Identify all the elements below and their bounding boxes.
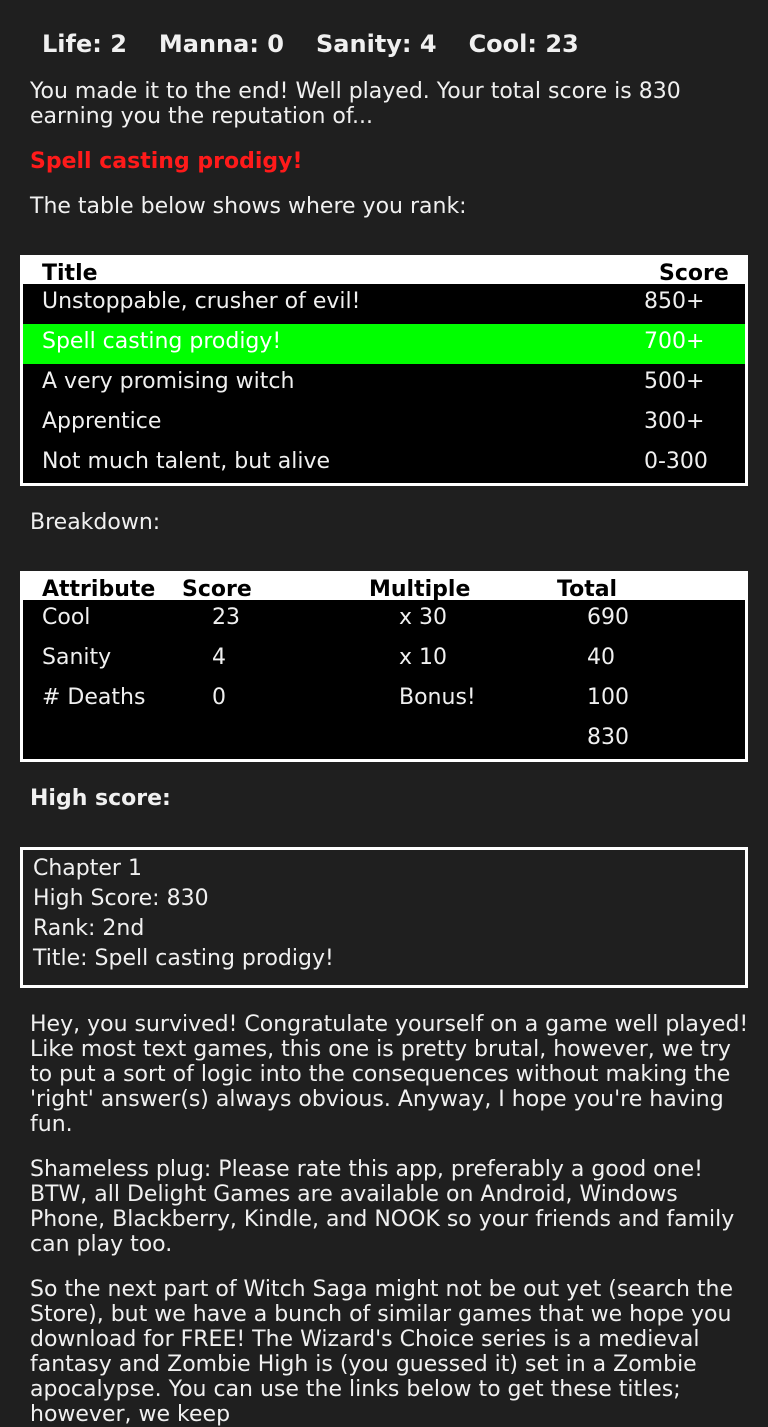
- life-stat: Life: 2: [42, 30, 127, 58]
- rank-row-current: [23, 324, 745, 364]
- breakdown-score: 0: [212, 685, 226, 710]
- rank-header-score: Score: [659, 261, 729, 286]
- reputation-text: Spell casting prodigy!: [30, 149, 303, 174]
- rank-row: [23, 404, 745, 444]
- rank-intro-text: The table below shows where you rank:: [30, 194, 467, 219]
- rank-row: [23, 444, 745, 484]
- breakdown-grand-total: 830: [587, 725, 629, 750]
- breakdown-table-header: [23, 574, 745, 600]
- breakdown-header-multiple: Multiple: [369, 577, 471, 602]
- breakdown-multiple: x 10: [399, 645, 448, 670]
- breakdown-total: 100: [587, 685, 629, 710]
- rank-table-header: [23, 258, 745, 284]
- rank-table: [20, 255, 748, 486]
- high-score-title: Title: Spell casting prodigy!: [33, 946, 334, 971]
- high-score-box: [20, 847, 748, 988]
- rank-score: 850+: [644, 289, 705, 314]
- high-score-value: High Score: 830: [33, 886, 209, 911]
- breakdown-row: [23, 600, 745, 640]
- high-score-rank: Rank: 2nd: [33, 916, 145, 941]
- breakdown-header-attribute: Attribute: [42, 577, 156, 602]
- intro-text: You made it to the end! Well played. Your total score is 830 earning you the reputation of...: [30, 79, 681, 129]
- breakdown-row: [23, 680, 745, 720]
- breakdown-score: 23: [212, 605, 240, 630]
- breakdown-attribute: Sanity: [42, 645, 112, 670]
- breakdown-table: [20, 571, 748, 762]
- breakdown-multiple: Bonus!: [399, 685, 476, 710]
- rank-score: 700+: [644, 329, 705, 354]
- breakdown-label: Breakdown:: [30, 510, 161, 535]
- rank-row: [23, 284, 745, 324]
- rank-title: Unstoppable, crusher of evil!: [42, 289, 361, 314]
- next-part-paragraph: So the next part of Witch Saga might not be out yet (search the Store), but we have a bunch of similar games that we hope you download for FREE! The Wizard's Choice series is a medieval fantasy and Zombie High is (you guessed it) set in a Zombie apocalypse. You can use the links below to get these titles; however, we keep: [30, 1277, 734, 1427]
- breakdown-attribute: # Deaths: [42, 685, 146, 710]
- manna-stat: Manna: 0: [158, 30, 284, 58]
- rank-title: A very promising witch: [42, 369, 295, 394]
- breakdown-header-score: Score: [182, 577, 252, 602]
- breakdown-score: 4: [212, 645, 226, 670]
- sanity-stat: Sanity: 4: [316, 30, 437, 58]
- breakdown-multiple: x 30: [399, 605, 448, 630]
- rank-score: 0-300: [644, 449, 708, 474]
- breakdown-total-row: [23, 720, 745, 760]
- breakdown-row: [23, 640, 745, 680]
- rank-row: [23, 364, 745, 404]
- stats-bar: [42, 30, 579, 66]
- rank-header-title: Title: [42, 261, 98, 286]
- breakdown-total: 690: [587, 605, 629, 630]
- breakdown-total: 40: [587, 645, 615, 670]
- rank-title: Spell casting prodigy!: [42, 329, 282, 354]
- high-score-label: High score:: [30, 786, 171, 811]
- rank-title: Not much talent, but alive: [42, 449, 331, 474]
- rank-title: Apprentice: [42, 409, 162, 434]
- high-score-chapter: Chapter 1: [33, 856, 142, 881]
- plug-paragraph: Shameless plug: Please rate this app, preferably a good one! BTW, all Delight Games are available on Android, Windows Phone, Blackberry, Kindle, and NOOK so your friends and family can play too.: [30, 1157, 735, 1257]
- congrats-paragraph: Hey, you survived! Congratulate yourself on a game well played! Like most text games, this one is pretty brutal, however, we try to put a sort of logic into the consequences without making the 'right' answer(s) always obvious. Anyway, I hope you're having fun.: [30, 1012, 749, 1137]
- rank-score: 500+: [644, 369, 705, 394]
- breakdown-attribute: Cool: [42, 605, 91, 630]
- cool-stat: Cool: 23: [468, 30, 579, 58]
- breakdown-header-total: Total: [557, 577, 618, 602]
- rank-score: 300+: [644, 409, 705, 434]
